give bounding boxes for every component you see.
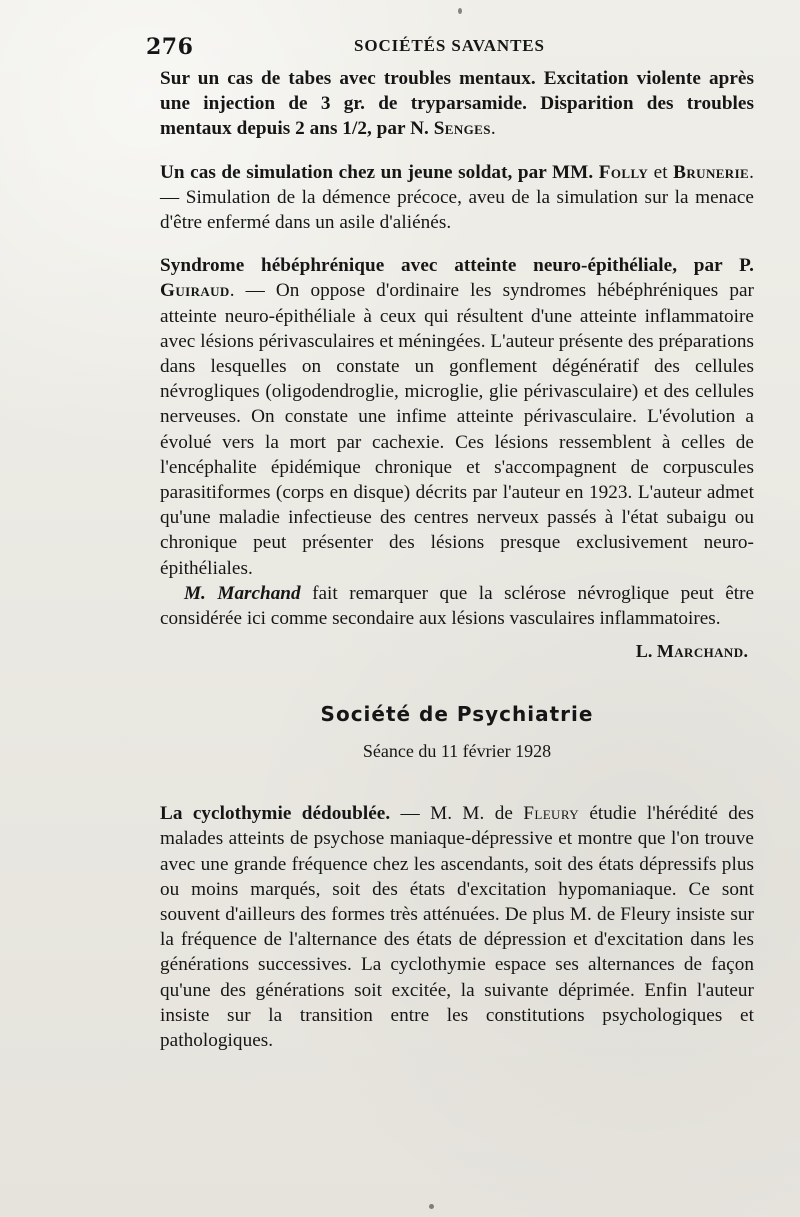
author-name: Fleury bbox=[523, 803, 579, 825]
session-date: Séance du 11 février 1928 bbox=[362, 741, 552, 762]
author-name: Brunerie bbox=[673, 161, 750, 183]
entry-body: . — Simulation de la démence précoce, aveu de la simulation sur la menace d'être enfermé dans un asile d'aliénés. bbox=[160, 161, 754, 234]
page-number: 276 bbox=[146, 34, 194, 60]
section-heading: Société de Psychiatrie bbox=[320, 702, 594, 727]
running-header bbox=[146, 34, 754, 60]
discussion-comment bbox=[160, 581, 754, 631]
entry-simulation bbox=[160, 160, 754, 236]
print-speck bbox=[429, 1204, 434, 1209]
signature-punctuation: . bbox=[743, 641, 748, 662]
author-connector: et bbox=[653, 161, 668, 183]
author-name: Folly bbox=[598, 161, 649, 183]
entry-punctuation: . bbox=[490, 118, 496, 140]
entry-lead: — M. M. de bbox=[390, 803, 513, 825]
entry-title: Un cas de simulation chez un jeune soldat, par MM. bbox=[160, 161, 594, 183]
comment-text: fait remarquer que la sclérose névroglique peut être considérée ici comme secondaire aux lésions vasculaires inflammatoires. bbox=[160, 582, 754, 630]
entry-title: Syndrome hébéphrénique avec atteinte neuro-épithéliale, par P. bbox=[160, 255, 754, 277]
author-name: Senges bbox=[433, 118, 491, 140]
entry-body: . — On oppose d'ordinaire les syndromes hébéphréniques par atteinte neuro-épithéliale à ceux qui résultent d'une atteinte inflammatoire avec lésions périvasculaires et méningées. L'auteur présente des préparations dans lesquelles on constate un gonflement dégénératif des cellules névrogliques (oligodendroglie, microglie, glie périvasculaire) et des cellules nerveuses. On constate une infime atteinte périvasculaire. L'évolution a évolué vers la mort par cachexie. Ces lésions ressemblent à celles de l'encéphalite épidémique chronique et s'accompagnent de corpuscules parasitiformes (corps en disque) décrits par l'auteur en 1923. L'auteur admet qu'une maladie infectieuse des centres nerveux passés à l'état subaigu ou chronique peut présenter des lésions presque exclusivement neuro-épithéliales. bbox=[160, 280, 754, 579]
print-speck bbox=[458, 8, 462, 14]
signature bbox=[160, 639, 748, 663]
entry-body: étudie l'hérédité des malades atteints de psychose maniaque-dépressive et montre que l'on trouve avec une grande fréquence chez les ascendants, soit des états dépressifs plus ou moins marqués, soit des états d'excitation hypomaniaque. Ce sont souvent d'ailleurs des formes très atténuées. De plus M. de Fleury insiste sur la fréquence de l'alternance des états de dépression et d'excitation dans les générations successives. La cyclothymie espace ses alternances de façon qu'une des générations soit excitée, la suivante déprimée. Enfin l'auteur insiste sur la transition entre les constitutions psychologiques et pathologiques. bbox=[160, 803, 754, 1052]
entry-title: La cyclothymie dédoublée. bbox=[160, 803, 391, 825]
entry-tabes bbox=[160, 66, 754, 142]
signature-name: Marchand bbox=[656, 641, 744, 662]
entry-hebephrenic-syndrome bbox=[160, 253, 754, 581]
entry-cyclothymie bbox=[160, 801, 754, 1053]
entry-title: Sur un cas de tabes avec troubles mentaux. Excitation violente après une injection de 3 gr. de tryparsamide. Disparition des troubles mentaux depuis 2 ans 1/2, par N. bbox=[160, 68, 754, 140]
running-title: SOCIÉTÉS SAVANTES bbox=[354, 36, 545, 55]
author-name: Guiraud bbox=[160, 280, 230, 302]
signature-initial: L. bbox=[635, 641, 653, 662]
comment-speaker: M. Marchand bbox=[184, 582, 301, 604]
